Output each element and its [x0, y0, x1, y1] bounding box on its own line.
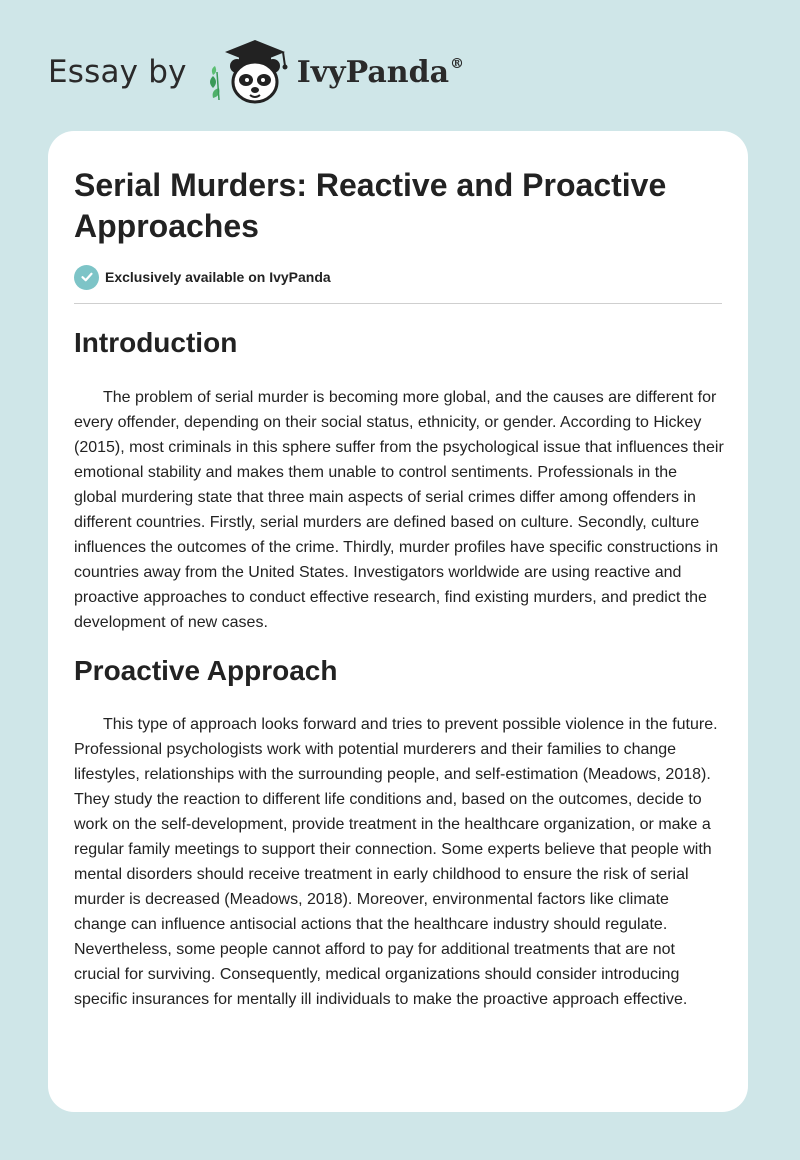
- check-icon: [74, 265, 99, 290]
- section-paragraph-introduction: The problem of serial murder is becoming more global, and the causes are different for every offender, depending on their social status, ethnicity, or gender. According to Hickey (2015), most criminals in this sphere suffer from the psychological issue that influences their emotional stability and makes them unable to control sentiments. Professionals in the global murdering state that three main aspects of serial crimes differ among offenders in different countries. Firstly, serial murders are defined based on culture. Secondly, culture influences the outcomes of the crime. Thirdly, murder profiles have specific constructions in countries away from the United States. Investigators worldwide are using reactive and proactive approaches to conduct effective research, find existing murders, and predict the development of new cases.: [74, 389, 724, 631]
- article-card: [48, 131, 748, 1112]
- divider: [74, 303, 722, 304]
- brand-name-text: IvyPanda: [296, 54, 450, 90]
- article-title: Serial Murders: Reactive and Proactive Approaches: [74, 167, 667, 244]
- section-paragraph-proactive-approach: This type of approach looks forward and tries to prevent possible violence in the future. Professional psychologists work with potential murderers and their families to change lifestyles, relationships with the surrounding people, and self-estimation (Meadows, 2018). They study the reaction to different life conditions and, based on the outcomes, decide to work on the self-development, provide treatment in the healthcare organization, or make a regular family meetings to support their connection. Some experts believe that people with mental disorders should receive treatment in early childhood to ensure the risk of serial murder is decreased (Meadows, 2018). Moreover, environmental factors like climate change can influence antisocial actions that the healthcare industry should regulate. Nevertheless, some people cannot afford to pay for additional treatments that are not crucial for surviving. Consequently, medical organizations should consider introducing specific insurances for mentally ill individuals to make the proactive approach effective.: [74, 716, 718, 1008]
- section-heading-proactive-approach: Proactive Approach: [74, 655, 338, 686]
- registered-mark: ®: [450, 55, 465, 72]
- exclusive-label: Exclusively available on IvyPanda: [105, 269, 331, 285]
- brand-header: [48, 36, 464, 108]
- essay-by-label: Essay by: [48, 54, 187, 90]
- section-heading-introduction: Introduction: [74, 327, 238, 358]
- ivypanda-logo-icon[interactable]: [203, 36, 293, 108]
- exclusive-badge: [74, 264, 331, 290]
- brand-name[interactable]: [297, 55, 464, 90]
